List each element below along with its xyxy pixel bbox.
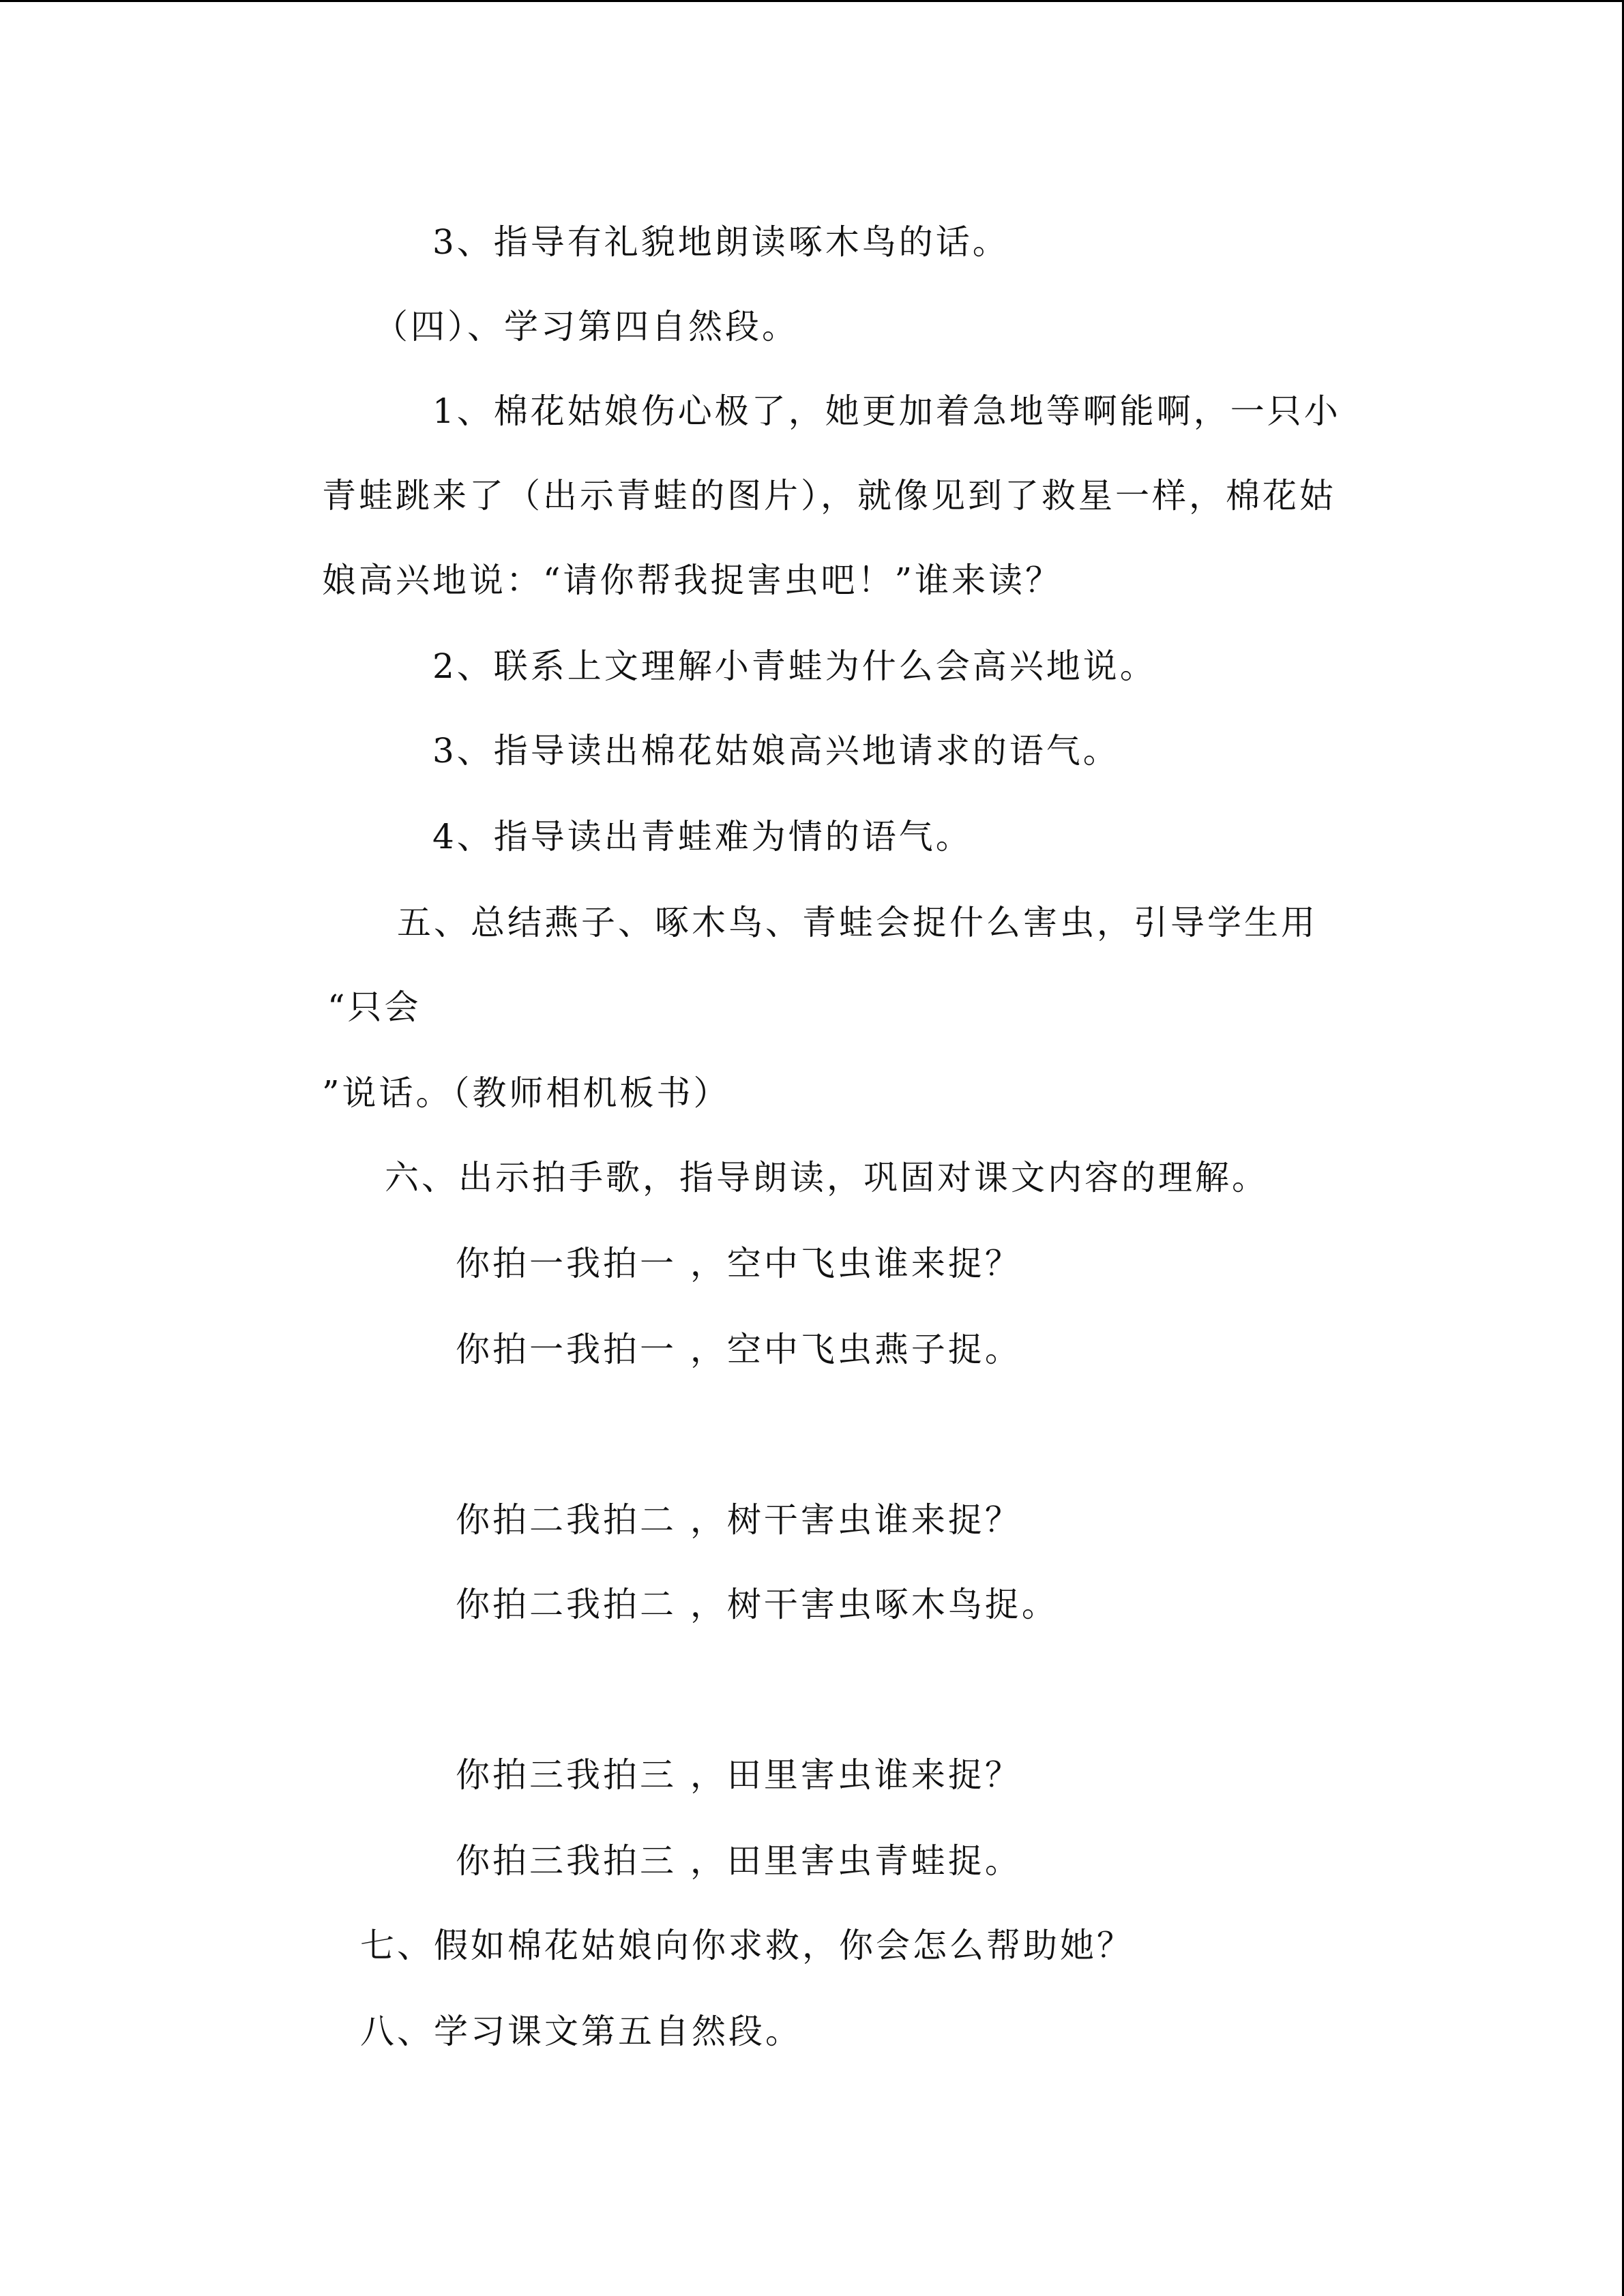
- text-line: “只会: [327, 987, 422, 1027]
- section-heading: （四）、学习第四自然段。: [374, 307, 799, 346]
- rhyme-line: 你拍二我拍二 ，树干害虫啄木鸟捉。: [456, 1585, 1059, 1624]
- section-heading: 五、总结燕子、啄木鸟、青蛙会捉什么害虫，引导学生用: [397, 903, 1318, 942]
- section-heading: 六、出示拍手歌，指导朗读，巩固对课文内容的理解。: [385, 1158, 1269, 1197]
- rhyme-line: 你拍三我拍三 ，田里害虫青蛙捉。: [456, 1841, 1022, 1881]
- rhyme-line: 你拍三我拍三 ，田里害虫谁来捉？: [456, 1755, 1022, 1795]
- text-line: 青蛙跳来了（出示青蛙的图片），就像见到了救星一样，棉花姑: [322, 476, 1336, 516]
- rhyme-line: 你拍一我拍一 ，空中飞虫燕子捉。: [456, 1330, 1022, 1369]
- text-line: 2、联系上文理解小青蛙为什么会高兴地说。: [432, 646, 1157, 686]
- text-line: 3、指导有礼貌地朗读啄木鸟的话。: [432, 222, 1009, 262]
- section-heading: 七、假如棉花姑娘向你求救，你会怎么帮助她？: [360, 1926, 1134, 1965]
- text-line: 3、指导读出棉花姑娘高兴地请求的语气。: [432, 731, 1120, 771]
- rhyme-line: 你拍一我拍一 ，空中飞虫谁来捉？: [456, 1244, 1022, 1283]
- rhyme-line: 你拍二我拍二 ，树干害虫谁来捉？: [456, 1500, 1022, 1540]
- text-line: 娘高兴地说：“请你帮我捉害虫吧！”谁来读？: [322, 561, 1063, 600]
- text-line: 4、指导读出青蛙难为情的语气。: [432, 817, 973, 856]
- section-heading: 八、学习课文第五自然段。: [360, 2012, 802, 2051]
- text-line: ”说话。（教师相机板书）: [322, 1073, 730, 1113]
- text-line: 1、棉花姑娘伤心极了，她更加着急地等啊能啊，一只小: [432, 391, 1341, 431]
